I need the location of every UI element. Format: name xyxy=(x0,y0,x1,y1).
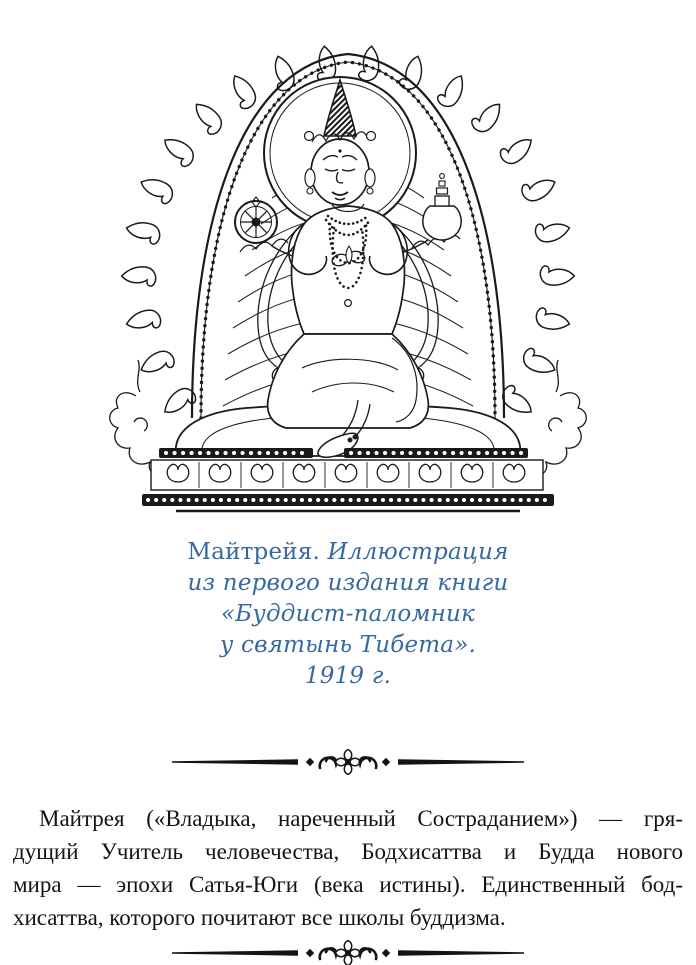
scroll-icon-left xyxy=(320,757,336,768)
diamond-icon xyxy=(306,949,314,957)
caption-lead: Майтрейя. xyxy=(187,539,321,565)
paragraph-line: дущий Учитель человечества, Бодхисаттва и Будда нового xyxy=(13,839,683,864)
tapered-rule-right xyxy=(398,950,524,955)
tapered-rule-left xyxy=(172,950,298,955)
body-paragraph xyxy=(13,802,683,934)
illustration-caption xyxy=(0,537,696,692)
caption-line: из первого издания книги xyxy=(187,570,509,596)
diamond-icon xyxy=(306,758,314,766)
scroll-icon-right xyxy=(360,757,376,768)
section-divider-ornament xyxy=(170,749,526,775)
diamond-icon xyxy=(382,949,390,957)
skirt xyxy=(268,334,429,428)
section-divider-ornament xyxy=(170,940,526,965)
rosette-icon xyxy=(336,941,361,965)
rosette-icon xyxy=(336,750,361,775)
caption-line: 1919 г. xyxy=(304,663,392,689)
scroll-icon-left xyxy=(320,948,336,959)
caption-line: «Буддист-паломник xyxy=(221,601,475,627)
paragraph-line: хисаттва, которого почитают все школы буддизма. xyxy=(13,905,506,930)
caption-line xyxy=(0,537,696,568)
maitreya-illustration xyxy=(106,8,590,516)
throne-base xyxy=(142,448,554,511)
paragraph-line: Майтрея («Владыка, нареченный Состраданием») — гря- xyxy=(39,806,683,831)
diamond-icon xyxy=(382,758,390,766)
paragraph-line: мира — эпохи Сатья-Юги (века истины). Единственный бод- xyxy=(13,872,683,897)
scroll-icon-right xyxy=(360,948,376,959)
tapered-rule-right xyxy=(398,759,524,764)
maitreya-engraving-svg xyxy=(106,8,590,516)
caption-line1-italic: Иллюстрация xyxy=(327,539,509,565)
torso xyxy=(292,206,405,334)
tapered-rule-left xyxy=(172,759,298,764)
caption-line: у святынь Тибета». xyxy=(220,632,476,658)
